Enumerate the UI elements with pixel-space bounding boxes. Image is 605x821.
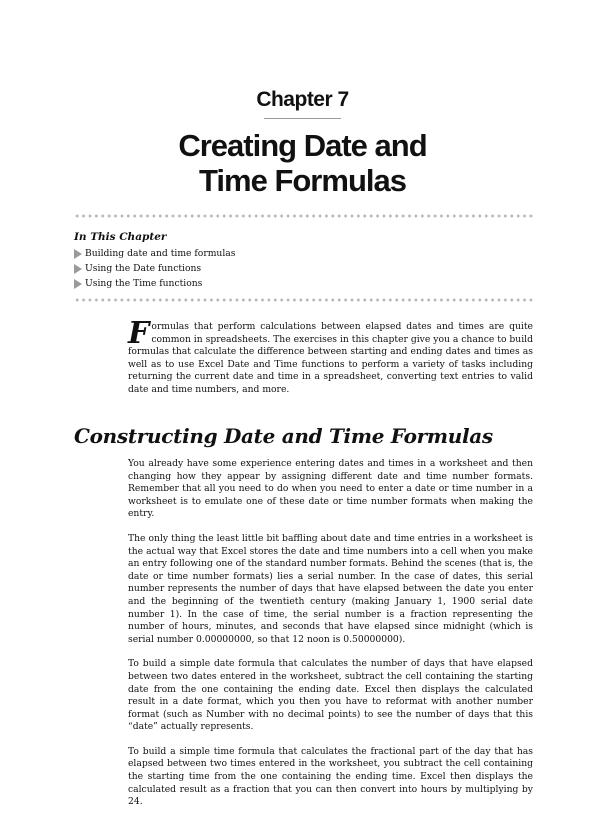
triangle-bullet-icon: [74, 264, 82, 274]
dotted-divider-top: [74, 214, 534, 218]
in-this-chapter-item: [74, 246, 235, 261]
in-this-chapter-item-label: Using the Date functions: [85, 263, 202, 274]
in-this-chapter-heading: In This Chapter: [74, 231, 167, 243]
chapter-title: [0, 128, 605, 198]
drop-cap: F: [128, 316, 150, 351]
body-paragraph: You already have some experience entering dates and times in a worksheet and then changing how they appear by assigning different date and time number formats. Remember that all you need to do when you need to enter a date or time number in a worksheet is to emulate one of these date or time number formats when making the entry.: [128, 458, 533, 520]
in-this-chapter-item: [74, 276, 235, 291]
triangle-bullet-icon: [74, 249, 82, 259]
chapter-rule: [264, 118, 341, 119]
in-this-chapter-item: [74, 261, 235, 276]
section-body: [128, 458, 533, 821]
section-heading: Constructing Date and Time Formulas: [74, 424, 493, 448]
body-paragraph: To build a simple date formula that calculates the number of days that have elapsed between two dates entered in the worksheet, subtract the cell containing the starting date from the one containing the ending date. Excel then displays the calculated result in a date format, which you then you have to reformat with another number format (such as Number with no decimal points) to see the number of days that this “date” actually represents.: [128, 658, 533, 733]
intro-paragraph: [128, 316, 533, 397]
chapter-title-line-1: Creating Date and: [178, 128, 427, 163]
chapter-label: Chapter 7: [256, 88, 349, 111]
in-this-chapter-box: [74, 231, 235, 291]
body-paragraph: The only thing the least little bit baffling about date and time entries in a worksheet is the actual way that Excel stores the date and time numbers into a cell when you make an entry following one of the standard number formats. Behind the scenes (that is, the date or time number formats) lies a serial number. In the case of dates, this serial number represents the number of days that have elapsed between the date you enter and the beginning of the twentieth century (making January 1, 1900 serial date number 1). In the case of time, the serial number is a fraction representing the number of hours, minutes, and seconds that have elapsed since midnight (which is serial number 0.00000000, so that 12 noon is 0.50000000).: [128, 532, 533, 645]
dotted-divider-bottom: [74, 298, 534, 302]
in-this-chapter-item-label: Using the Time functions: [85, 278, 203, 289]
triangle-bullet-icon: [74, 279, 82, 289]
in-this-chapter-item-label: Building date and time formulas: [85, 248, 236, 259]
intro-text: ormulas that perform calculations between elapsed dates and times are quite common in spreadsheets. The exercises in this chapter give you a chance to build formulas that calculate the difference between starting and ending dates and times as well as to use Excel Date and Time functions to perform a variety of tasks including returning the current date and time in a spreadsheet, converting text entries to valid date and time numbers, and more.: [128, 321, 533, 395]
body-paragraph: To build a simple time formula that calculates the fractional part of the day that has elapsed between two times entered in the worksheet, you subtract the cell containing the starting time from the one containing the ending time. Excel then displays the calculated result as a fraction that you can then convert into hours by multiplying by 24.: [128, 745, 533, 808]
chapter-title-line-2: Time Formulas: [199, 163, 406, 198]
